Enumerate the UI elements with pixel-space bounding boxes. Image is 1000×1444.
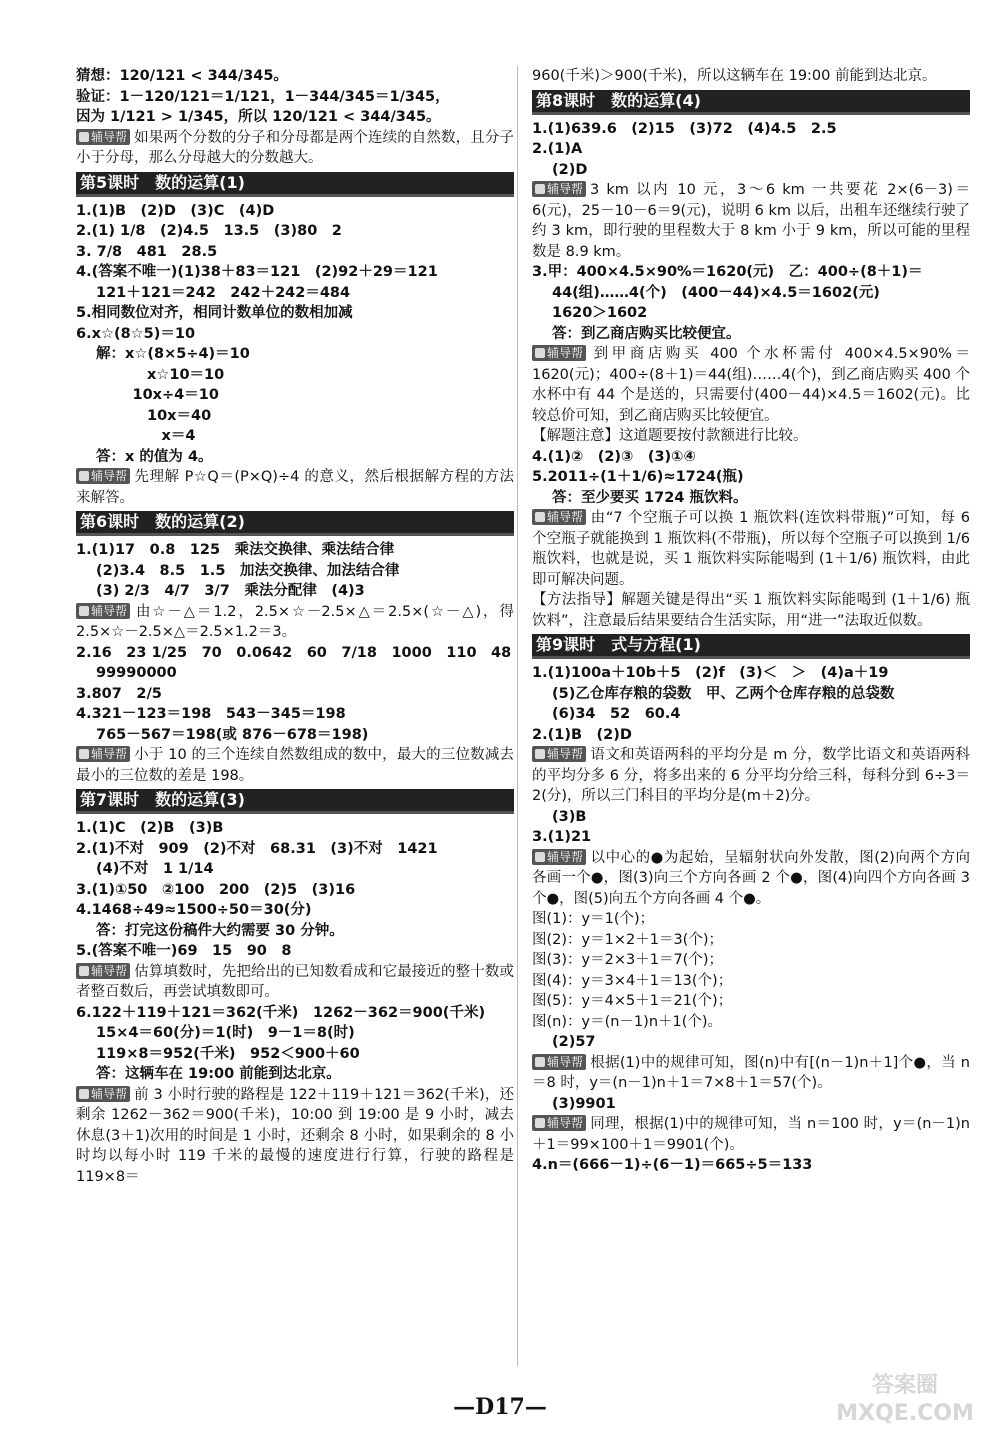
tutor-tag (76, 603, 130, 619)
tutor-tag-label: 辅导帮 (547, 1116, 584, 1130)
tutor-tag-label: 辅导帮 (547, 747, 584, 761)
tutor-icon (535, 348, 545, 358)
answer-line: 5.(答案不唯一)69 15 90 8 (76, 943, 292, 959)
answer-line: 765－567＝198(或 876－678＝198) (96, 726, 369, 743)
tutor-tip (532, 1114, 970, 1155)
section-header: 第6课时 数的运算(2) (76, 511, 514, 536)
tutor-tip (76, 602, 514, 643)
section-header: 第5课时 数的运算(1) (76, 172, 514, 197)
answer-line: 10x÷4＝10 (118, 387, 219, 403)
tutor-tip (532, 745, 970, 807)
tutor-tip (532, 180, 970, 262)
answer-line: 答：x 的值为 4。 (96, 448, 213, 465)
tutor-tag (532, 1054, 586, 1070)
tutor-icon (79, 132, 89, 142)
right-column (532, 66, 970, 1176)
tutor-tag (76, 963, 130, 979)
answer-line: 图(n)：y＝(n－1)n＋1(个)。 (532, 1013, 723, 1030)
tutor-tag-label: 辅导帮 (91, 129, 128, 144)
watermark-text-2: MXQE.COM (836, 1401, 974, 1426)
answer-line: 3.807 2/5 (76, 685, 162, 702)
tutor-tip-text: 同理，根据(1)中的规律可知，当 n＝100 时，y＝(n－1)n＋1＝99×100＋1＝9901(个)。 (532, 1116, 970, 1153)
tutor-tip-text: 如果两个分数的分子和分母都是两个连续的自然数，且分子小于分母，那么分母越大的分数越大。 (76, 129, 514, 166)
answer-line: 2.16 23 1/25 70 0.0642 60 7/18 1000 110 48 (76, 644, 512, 661)
answer-line: 因为 1/121 > 1/345，所以 120/121 < 344/345。 (76, 109, 441, 125)
tutor-tip-text: 语文和英语两科的平均分是 m 分，数学比语文和英语两科的平均分多 6 分，将多出来的 6 分平均分给三科，每科分到 6÷3＝2(分)，所以三门科目的平均分是(m＋2)分。 (532, 747, 970, 804)
answer-line: (4)不对 1 1/14 (96, 861, 214, 877)
answer-line: 图(5)：y＝4×5＋1＝21(个)； (532, 993, 733, 1009)
answer-line: 图(1)：y＝1(个)； (532, 911, 655, 927)
tutor-tip-text: 到甲商店购买 400 个水杯需付 400×4.5×90%＝1620(元)；400÷(8＋1)＝44(组)……4(个)，到乙商店购买 400 个水杯中有 44 个是送的，只需要付(400－44)×4.5＝1602(元)。比较总价可知，到乙商店购买比较便宜。 (532, 346, 970, 424)
answer-line: 3.(1)①50 ②100 200 (2)5 (3)16 (76, 881, 356, 898)
paragraph: 【方法指导】解题关键是得出“买 1 瓶饮料实际能喝到 (1＋1/6) 瓶饮料”，注意最后结果要结合生活实际，用“进一”法取近似数。 (532, 592, 970, 629)
tutor-tag (532, 1115, 586, 1131)
answer-line: (2)3.4 8.5 1.5 加法交换律、加法结合律 (96, 562, 400, 579)
answer-line: 3. 7/8 481 28.5 (76, 243, 218, 260)
answer-line: 2.(1)不对 909 (2)不对 68.31 (3)不对 1421 (76, 840, 438, 857)
answer-line: 图(2)：y＝1×2＋1＝3(个)； (532, 931, 723, 948)
tutor-icon (535, 1118, 545, 1128)
answer-line: x☆10＝10 (118, 366, 225, 383)
answer-line: 99990000 (96, 665, 177, 681)
tutor-tag-label: 辅导帮 (547, 1054, 584, 1069)
answer-line: (3) 2/3 4/7 3/7 乘法分配律 (4)3 (96, 583, 365, 599)
answer-line: 4.321－123＝198 543－345＝198 (76, 706, 346, 722)
tutor-tip (532, 848, 970, 910)
tutor-tag (532, 181, 586, 197)
tutor-icon (79, 749, 89, 759)
answer-line: 1.(1)100a＋10b＋5 (2)f (3)＜ ＞ (4)a＋19 (532, 665, 889, 681)
page-number: —D17— (453, 1394, 547, 1420)
answer-line: 4.(答案不唯一)(1)38＋83＝121 (2)92＋29＝121 (76, 264, 438, 280)
answer-line: 1.(1)639.6 (2)15 (3)72 (4)4.5 2.5 (532, 120, 837, 137)
tutor-icon (79, 471, 89, 481)
tutor-tag-label: 辅导帮 (91, 963, 128, 978)
paragraph: 960(千米)＞900(千米)，所以这辆车在 19:00 前能到达北京。 (532, 68, 937, 84)
tutor-tip-text: 前 3 小时行驶的路程是 122＋119＋121＝362(千米)，还剩余 1262－362＝900(千米)，10:00 到 19:00 是 9 小时，减去休息(3＋1)次用的时间是 1 小时，还剩余 8 小时，如果剩余的 8 小时均以每小时 119 千米的最慢的速度进行行算，行驶的路程是 119×8＝ (76, 1086, 514, 1185)
answer-line: 2.(1)A (532, 141, 583, 157)
tutor-icon (79, 1089, 89, 1099)
tutor-tag-label: 辅导帮 (91, 1086, 128, 1101)
answer-line: 4.n＝(666－1)÷(6－1)＝665÷5＝133 (532, 1157, 813, 1173)
answer-line: (3)9901 (552, 1095, 616, 1112)
answer-line: 1.(1)17 0.8 125 乘法交换律、乘法结合律 (76, 542, 395, 558)
tutor-icon (79, 606, 89, 616)
tutor-icon (79, 966, 89, 976)
tutor-tag-label: 辅导帮 (547, 346, 584, 360)
tutor-tip (532, 1053, 970, 1094)
answer-line: 3.(1)21 (532, 829, 592, 845)
section-header: 第7课时 数的运算(3) (76, 789, 514, 814)
answer-line: 3.甲：400×4.5×90%＝1620(元) 乙：400÷(8＋1)＝ (532, 264, 923, 280)
tutor-tag (532, 849, 586, 865)
tutor-tag-label: 辅导帮 (547, 510, 584, 524)
answer-line: 6.x☆(8☆5)＝10 (76, 325, 196, 342)
answer-line: 4.(1)② (2)③ (3)①④ (532, 448, 696, 465)
answer-line: 4.1468÷49≈1500÷50＝30(分) (76, 902, 312, 918)
tutor-tip-text: 先理解 P☆Q＝(P×Q)÷4 的意义，然后根据解方程的方法来解答。 (76, 469, 514, 506)
answer-line: 44(组)……4(个) (400－44)×4.5＝1602(元) (552, 284, 880, 301)
left-column (76, 66, 514, 1187)
answer-line: 1.(1)C (2)B (3)B (76, 820, 224, 836)
tutor-tip (76, 467, 514, 508)
section-header: 第9课时 式与方程(1) (532, 634, 970, 659)
answer-line: 6.122＋119＋121＝362(千米) 1262－362＝900(千米) (76, 1004, 486, 1021)
answer-line: 2.(1) 1/8 (2)4.5 13.5 (3)80 2 (76, 223, 342, 239)
tutor-tip-text: 由“7 个空瓶子可以换 1 瓶饮料(连饮料带瓶)”可知，每 6 个空瓶子就能换到 1 瓶饮料(不带瓶)，所以每个空瓶子可以换到 1/6 瓶饮料，也就是说，买 1 瓶饮料实际能喝到 (1＋1/6) 瓶饮料，由此即可解决问题。 (532, 510, 970, 588)
tutor-tag (76, 1086, 130, 1102)
tutor-icon (535, 1057, 545, 1067)
answer-line: (2)57 (552, 1034, 596, 1050)
tutor-tag-label: 辅导帮 (547, 849, 584, 864)
answer-line: 15×4＝60(分)＝1(时) 9－1＝8(时) (96, 1025, 355, 1041)
watermark-logo (820, 1372, 990, 1434)
answer-line: 图(3)：y＝2×3＋1＝7(个)； (532, 952, 723, 968)
tutor-tip-text: 3 km 以内 10 元，3～6 km 一共要花 2×(6－3)＝6(元)，25－10－6＝9(元)，说明 6 km 以后，出租车还继续行驶了约 3 km，即行驶的里程数大于 8 km 小于 9 km，所以可能的里程数是 8.9 km。 (532, 182, 970, 260)
column-divider (517, 66, 518, 1366)
tutor-tip (76, 1085, 514, 1188)
answer-line: 猜想：120/121 < 344/345。 (76, 68, 288, 84)
answer-line: (3)B (552, 808, 587, 825)
tutor-icon (535, 184, 545, 194)
answer-line: 119×8＝952(千米) 952＜900＋60 (96, 1045, 360, 1062)
answer-line: 5.相同数位对齐，相同计数单位的数相加减 (76, 305, 353, 321)
answer-line: 10x＝40 (118, 407, 212, 424)
answer-line: 2.(1)B (2)D (532, 726, 632, 743)
tutor-tip (76, 962, 514, 1003)
section-header: 第8课时 数的运算(4) (532, 90, 970, 115)
tutor-tip-text: 以中心的●为起始，呈辐射状向外发散，图(2)向两个方向各画一个●，图(3)向三个方向各画 2 个●，图(4)向四个方向各画 3 个●，图(5)向五个方向各画 4 个●。 (532, 849, 970, 907)
tutor-tag-label: 辅导帮 (91, 747, 128, 761)
answer-line: 解：x☆(8×5÷4)＝10 (96, 346, 250, 362)
answer-line: (2)D (552, 161, 588, 178)
answer-line: 1.(1)B (2)D (3)C (4)D (76, 202, 275, 219)
tutor-tip-text: 小于 10 的三个连续自然数组成的数中，最大的三位数减去最小的三位数的差是 198。 (76, 747, 514, 784)
answer-line: 验证：1－120/121＝1/121，1－344/345＝1/345， (76, 88, 450, 105)
tutor-tip-text: 由☆－△＝1.2，2.5×☆－2.5×△＝2.5×(☆－△)，得 2.5×☆－2.5×△＝2.5×1.2＝3。 (76, 603, 514, 640)
tutor-tip-text: 估算填数时，先把给出的已知数看成和它最接近的整十数或者整百数后，再尝试填数即可。 (76, 963, 514, 1000)
paragraph: 【解题注意】这道题要按付款额进行比较。 (532, 428, 808, 444)
tutor-tip (76, 128, 514, 169)
watermark-text-1: 答案圈 (871, 1373, 938, 1398)
answer-line: 1620＞1602 (552, 305, 648, 321)
tutor-tag (76, 746, 130, 762)
answer-line: 121＋121＝242 242＋242＝484 (96, 284, 351, 301)
tutor-tag (76, 468, 130, 484)
tutor-tag-label: 辅导帮 (91, 603, 128, 618)
answer-line: (6)34 52 60.4 (552, 706, 681, 722)
answer-line: x＝4 (118, 428, 196, 444)
tutor-tag-label: 辅导帮 (547, 182, 584, 196)
tutor-tip-text: 根据(1)中的规律可知，图(n)中有[(n－1)n＋1]个●，当 n＝8 时，y＝(n－1)n＋1＝7×8＋1＝57(个)。 (532, 1054, 970, 1091)
answer-line: 5.2011÷(1＋1/6)≈1724(瓶) (532, 469, 744, 485)
tutor-tag (532, 746, 586, 762)
tutor-tip (532, 508, 970, 590)
tutor-tip (76, 745, 514, 786)
tutor-tag-label: 辅导帮 (91, 469, 128, 483)
answer-line: 答：打完这份稿件大约需要 30 分钟。 (96, 922, 344, 939)
tutor-tag (76, 129, 130, 145)
tutor-tip (532, 344, 970, 426)
answer-line: 答：到乙商店购买比较便宜。 (552, 325, 741, 342)
answer-line: 答：至少要买 1724 瓶饮料。 (552, 489, 748, 506)
answer-line: 图(4)：y＝3×4＋1＝13(个)； (532, 972, 733, 989)
answer-line: 答：这辆车在 19:00 前能到达北京。 (96, 1066, 341, 1082)
tutor-icon (535, 749, 545, 759)
tutor-tag (532, 345, 586, 361)
answer-line: (5)乙仓库存粮的袋数 甲、乙两个仓库存粮的总袋数 (552, 685, 895, 702)
tutor-icon (535, 512, 545, 522)
tutor-tag (532, 509, 586, 525)
tutor-icon (535, 852, 545, 862)
